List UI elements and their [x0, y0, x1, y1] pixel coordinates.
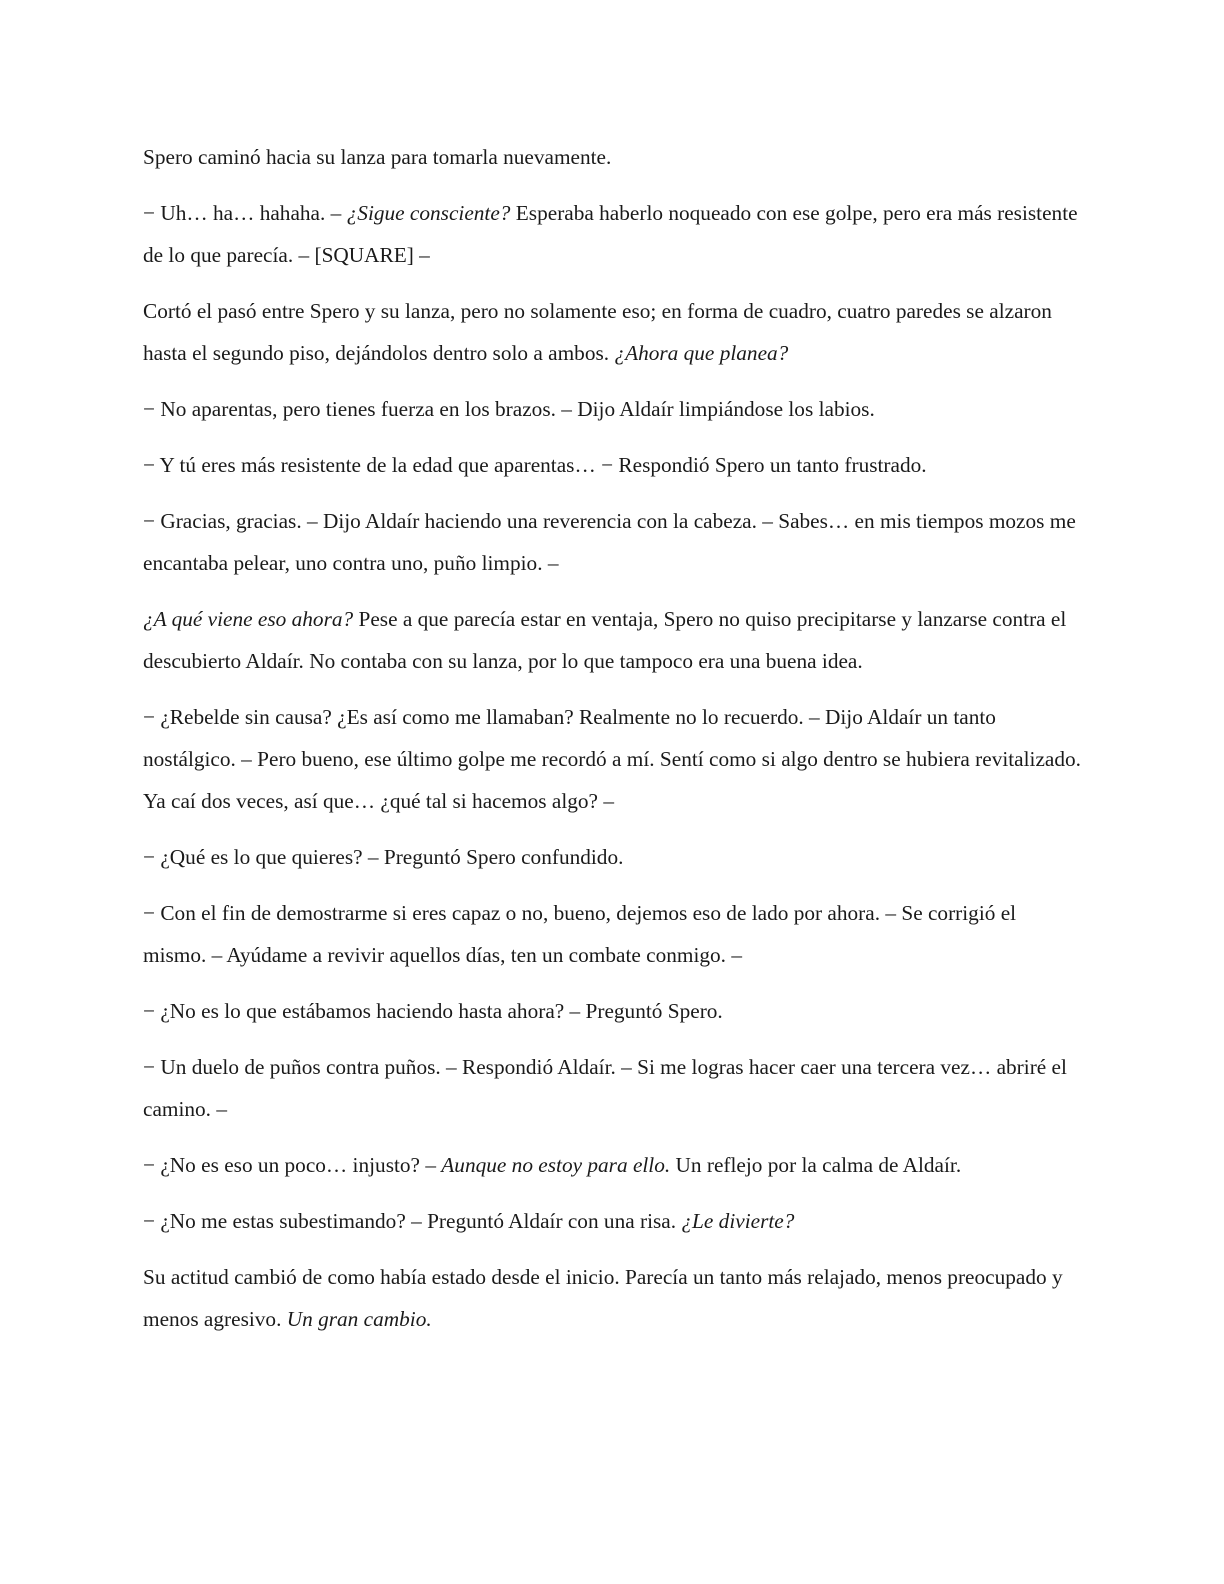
paragraph-13 — [143, 1144, 1083, 1186]
text-run: Esperaba haberlo noqueado con ese golpe, pero era más resistente de lo que parecía. – [SQUARE] – — [143, 201, 1078, 267]
paragraph-12 — [143, 1046, 1083, 1130]
paragraph-11 — [143, 990, 1083, 1032]
paragraph-2 — [143, 192, 1083, 276]
paragraph-15 — [143, 1256, 1083, 1340]
paragraph-4 — [143, 388, 1083, 430]
paragraph-9 — [143, 836, 1083, 878]
text-run: − Y tú eres más resistente de la edad que aparentas… − Respondió Spero un tanto frustrado. — [143, 453, 927, 477]
paragraph-3 — [143, 290, 1083, 374]
text-run: Su actitud cambió de como había estado desde el inicio. Parecía un tanto más relajado, menos preocupado y menos agresivo. — [143, 1265, 1063, 1331]
text-run: − Con el fin de demostrarme si eres capaz o no, bueno, dejemos eso de lado por ahora. – Se corrigió el mismo. – Ayúdame a revivir aquellos días, ten un combate conmigo. – — [143, 901, 1017, 967]
text-run: Spero caminó hacia su lanza para tomarla nuevamente. — [143, 145, 612, 169]
italic-thought: Aunque no estoy para ello. — [441, 1153, 671, 1177]
paragraph-6 — [143, 500, 1083, 584]
italic-thought: ¿Le divierte? — [681, 1209, 795, 1233]
text-run: Un reflejo por la calma de Aldaír. — [670, 1153, 962, 1177]
text-run: − Un duelo de puños contra puños. – Respondió Aldaír. – Si me logras hacer caer una tercera vez… abriré el camino. – — [143, 1055, 1067, 1121]
text-run: − ¿No es lo que estábamos haciendo hasta ahora? – Preguntó Spero. — [143, 999, 723, 1023]
text-run: − ¿No me estas subestimando? – Preguntó Aldaír con una risa. — [143, 1209, 682, 1233]
paragraph-5 — [143, 444, 1083, 486]
italic-thought: ¿Sigue consciente? — [346, 201, 511, 225]
paragraph-10 — [143, 892, 1083, 976]
text-run: − No aparentas, pero tienes fuerza en los brazos. – Dijo Aldaír limpiándose los labios. — [143, 397, 875, 421]
document-page — [143, 136, 1083, 1354]
text-run: − Gracias, gracias. – Dijo Aldaír haciendo una reverencia con la cabeza. – Sabes… en mis tiempos mozos me encantaba pelear, uno contra uno, puño limpio. – — [143, 509, 1076, 575]
paragraph-1 — [143, 136, 1083, 178]
italic-thought: ¿Ahora que planea? — [614, 341, 789, 365]
paragraph-7 — [143, 598, 1083, 682]
text-run: − ¿Rebelde sin causa? ¿Es así como me llamaban? Realmente no lo recuerdo. – Dijo Aldaír un tanto nostálgico. – Pero bueno, ese último golpe me recordó a mí. Sentí como si algo dentro se hubiera revitalizado. Ya caí dos veces, así que… ¿qué tal si hacemos algo? – — [143, 705, 1081, 813]
text-run: − ¿Qué es lo que quieres? – Preguntó Spero confundido. — [143, 845, 624, 869]
text-run: − ¿No es eso un poco… injusto? – — [143, 1153, 442, 1177]
paragraph-14 — [143, 1200, 1083, 1242]
italic-thought: Un gran cambio. — [286, 1307, 432, 1331]
italic-thought: ¿A qué viene eso ahora? — [143, 607, 354, 631]
paragraph-8 — [143, 696, 1083, 822]
text-run: Cortó el pasó entre Spero y su lanza, pero no solamente eso; en forma de cuadro, cuatro paredes se alzaron hasta el segundo piso, dejándolos dentro solo a ambos. — [143, 299, 1052, 365]
text-run: − Uh… ha… hahaha. – — [143, 201, 347, 225]
text-run: Pese a que parecía estar en ventaja, Spero no quiso precipitarse y lanzarse contra el descubierto Aldaír. No contaba con su lanza, por lo que tampoco era una buena idea. — [143, 607, 1067, 673]
